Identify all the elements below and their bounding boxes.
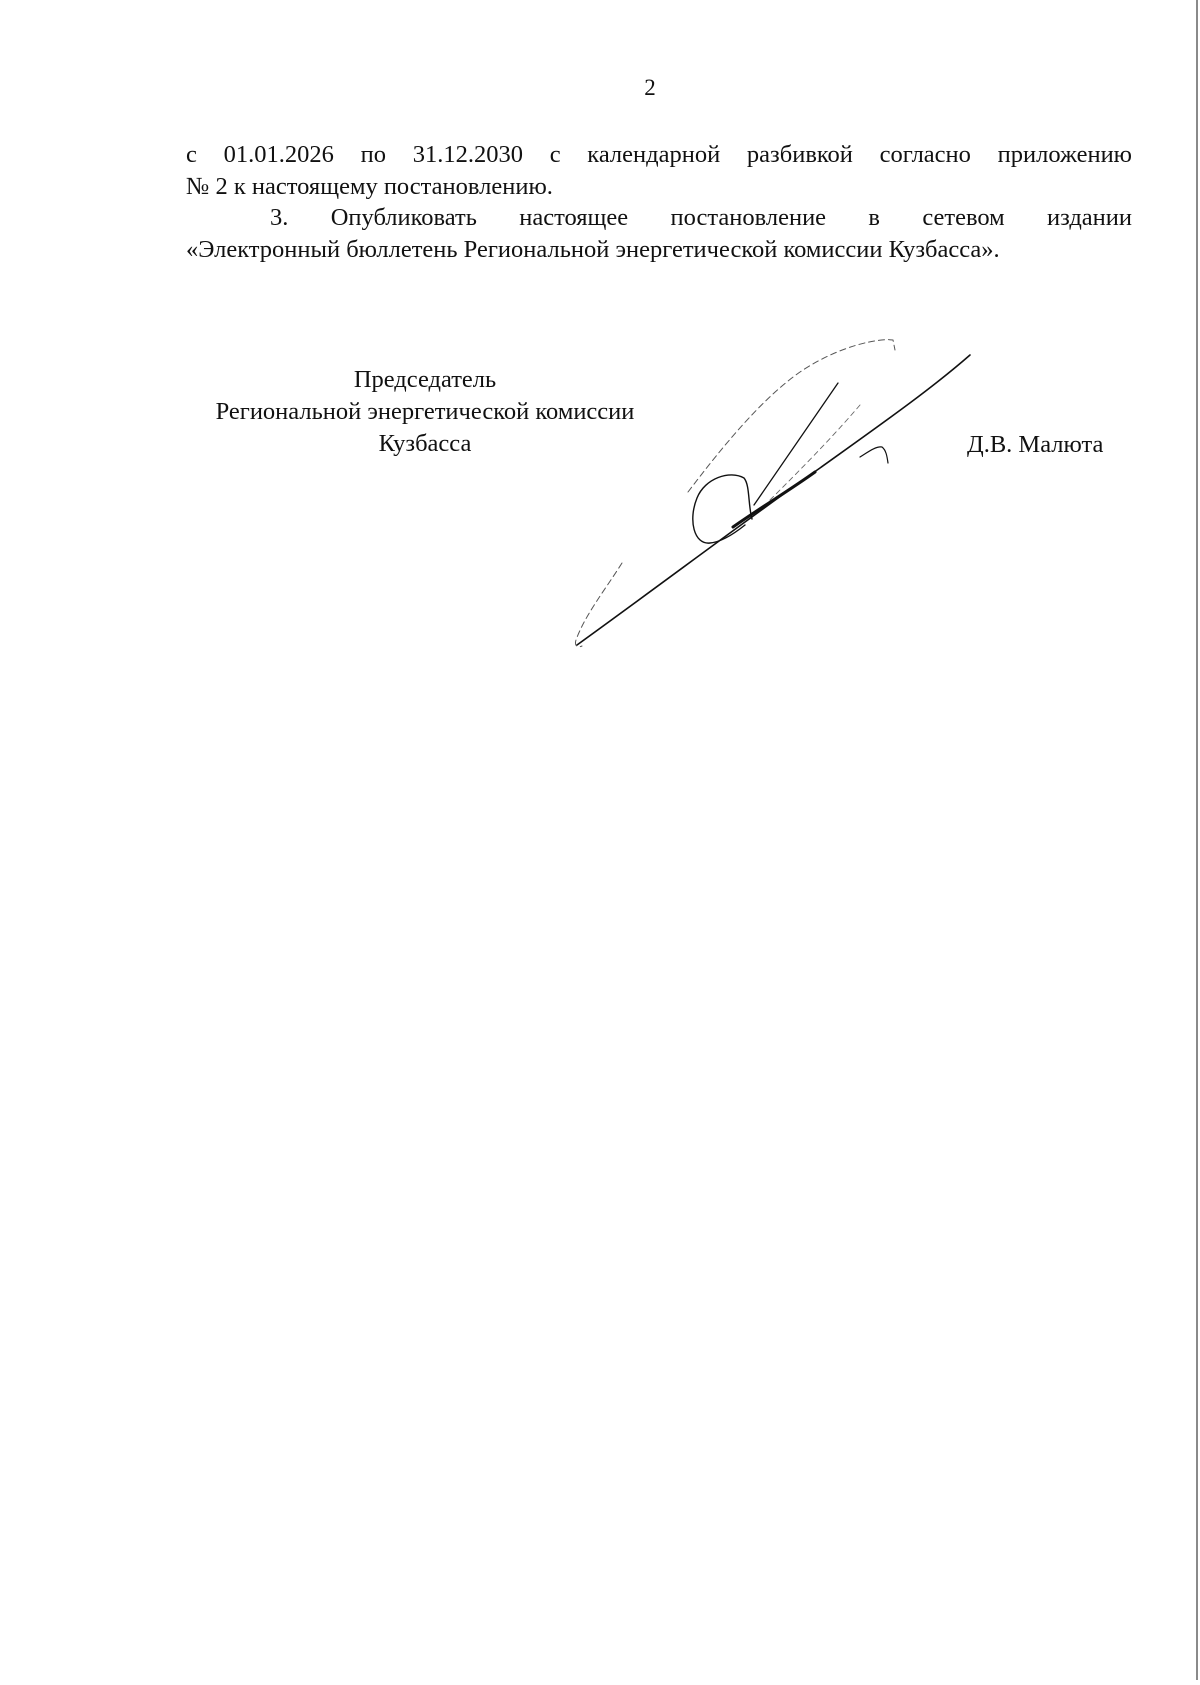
document-body bbox=[186, 139, 1132, 265]
signatory-title-line-2: Региональной энергетической комиссии bbox=[215, 398, 635, 425]
signatory-title-line-1: Председатель bbox=[353, 366, 497, 393]
paragraph-3-publish: 3. Опубликовать настоящее постановление в сетевом издании bbox=[270, 204, 1132, 231]
signatory-title-line-3: Кузбасса bbox=[378, 430, 472, 457]
page-edge-border bbox=[1196, 0, 1198, 1680]
body-line-appendix-ref: № 2 к настоящему постановлению. bbox=[186, 172, 553, 200]
paragraph-3-publication-name: «Электронный бюллетень Региональной энергетической комиссии Кузбасса». bbox=[186, 235, 1000, 263]
signatory-title-block bbox=[180, 364, 670, 460]
signer-name: Д.В. Малюта bbox=[967, 431, 1104, 458]
body-line-period: с 01.01.2026 по 31.12.2030 с календарной разбивкой согласно приложению bbox=[186, 141, 1132, 168]
page-number: 2 bbox=[644, 75, 656, 100]
